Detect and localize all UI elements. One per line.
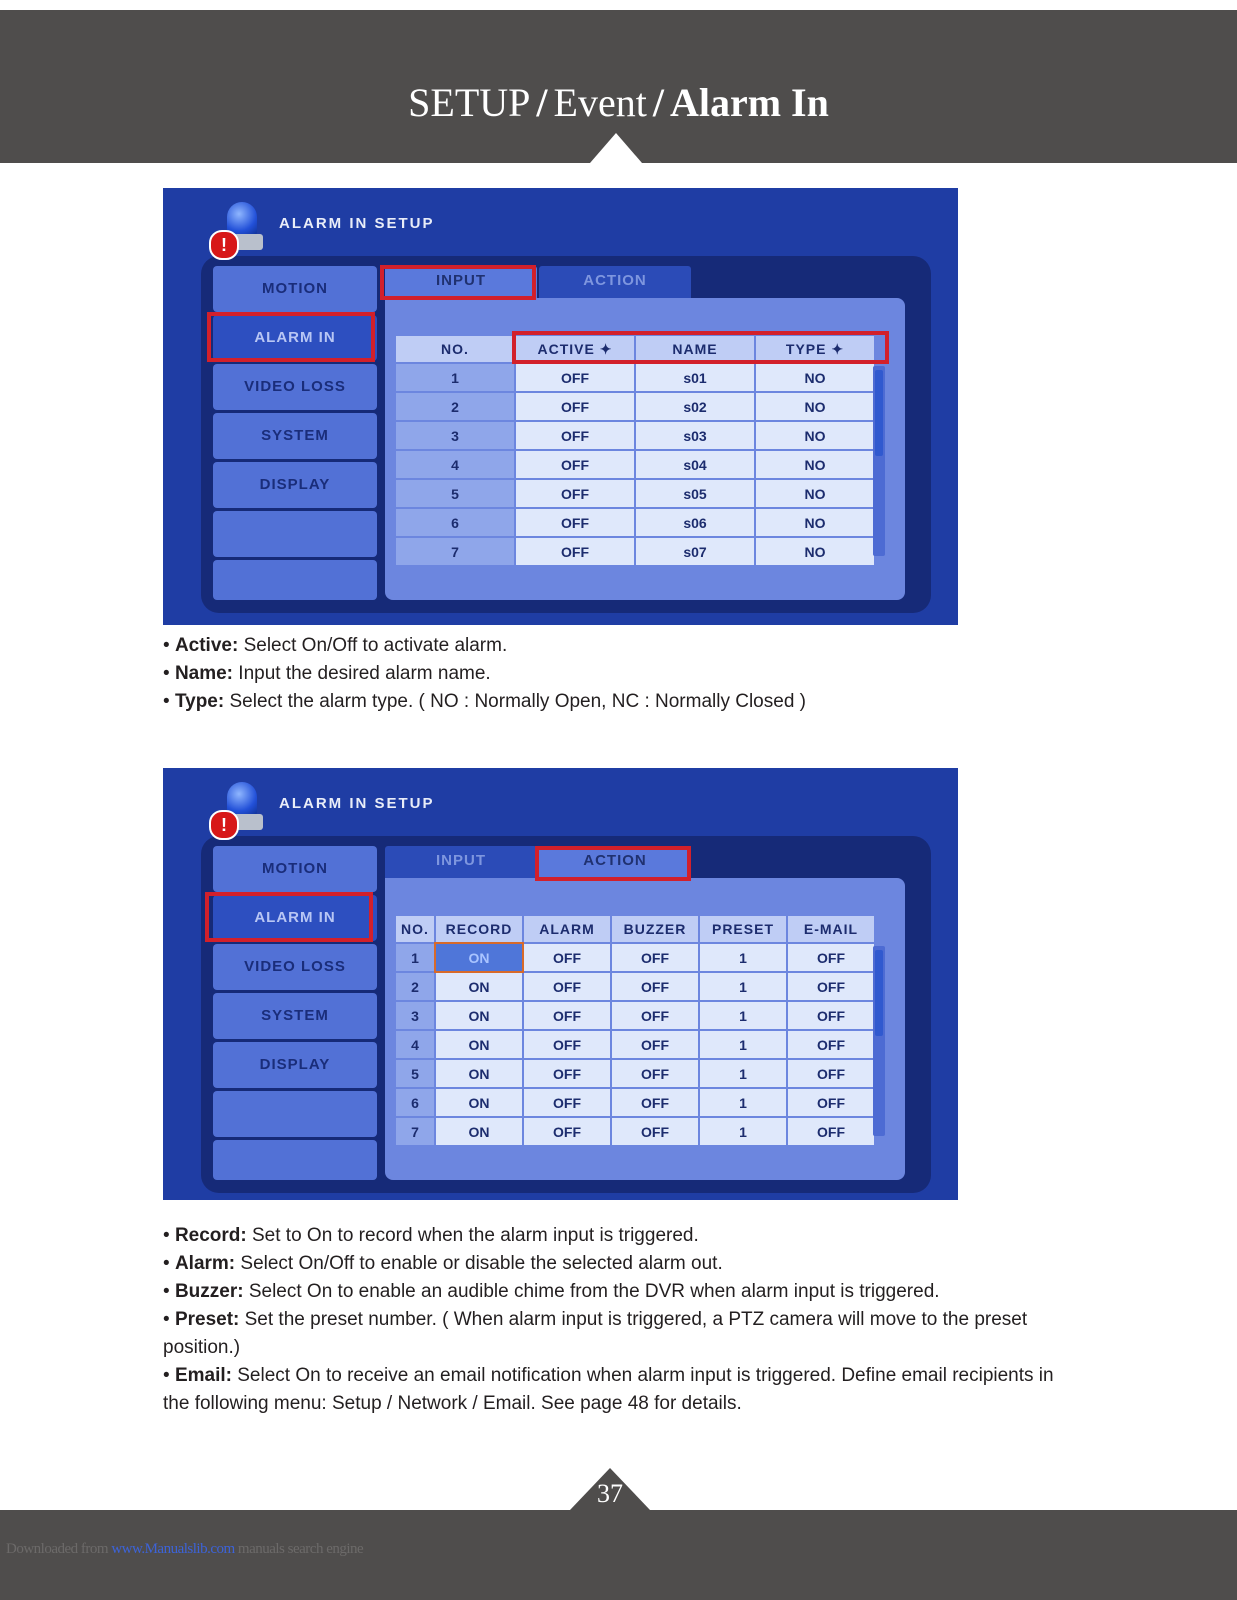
cell-active[interactable]: OFF [516,538,634,565]
cell-type[interactable]: NO [756,538,874,565]
column-header-type[interactable]: TYPE ✦ [756,336,874,362]
menu-item-alarm-in[interactable]: ALARM IN [213,315,377,361]
cell-alarm[interactable]: OFF [524,944,610,971]
cell-alarm[interactable]: OFF [524,1031,610,1058]
cell-no: 2 [396,973,434,1000]
bullet-text: Select On to enable an audible chime from the DVR when alarm input is triggered. [243,1281,940,1302]
column-header-alarm: ALARM [524,916,610,942]
scrollbar-thumb[interactable] [875,950,883,1036]
cell-active[interactable]: OFF [516,364,634,391]
cell-alarm[interactable]: OFF [524,1089,610,1116]
cell-alarm[interactable]: OFF [524,973,610,1000]
bullet-item: • Preset: Set the preset number. ( When alarm input is triggered, a PTZ camera will move to the preset position.) [163,1309,1028,1358]
table-row [396,1089,874,1116]
cell-active[interactable]: OFF [516,480,634,507]
table-row [396,480,874,507]
cell-email[interactable]: OFF [788,1060,874,1087]
cell-buzzer[interactable]: OFF [612,1002,698,1029]
bullet-term: Preset: [174,1309,240,1330]
menu-item-empty [213,560,377,600]
cell-name[interactable]: s01 [636,364,754,391]
menu-item-video-loss[interactable]: VIDEO LOSS [213,944,377,990]
siren-icon: ! [223,202,263,258]
menu-item-system[interactable]: SYSTEM [213,993,377,1039]
cell-name[interactable]: s06 [636,509,754,536]
alarm-in-input-screenshot [163,188,958,625]
cell-record-selected[interactable]: ON [436,944,522,971]
column-header-active[interactable]: ACTIVE ✦ [516,336,634,362]
cell-no: 7 [396,538,514,565]
cell-record[interactable]: ON [436,1089,522,1116]
bullet-text: Select On/Off to enable or disable the selected alarm out. [235,1253,723,1274]
cell-alarm[interactable]: OFF [524,1118,610,1145]
screen-title: ALARM IN SETUP [279,795,435,812]
page-title [0,78,1237,128]
cell-email[interactable]: OFF [788,973,874,1000]
cell-name[interactable]: s04 [636,451,754,478]
bullet-text: Select On/Off to activate alarm. [238,635,508,656]
cell-no: 3 [396,422,514,449]
cell-no: 4 [396,451,514,478]
cell-no: 3 [396,1002,434,1029]
highlight-alarm-in-menu [207,312,375,362]
table-row [396,393,874,420]
cell-email[interactable]: OFF [788,1089,874,1116]
cell-type[interactable]: NO [756,451,874,478]
bullet-text: Set to On to record when the alarm input is triggered. [246,1225,699,1246]
bullet-item: • Name: Input the desired alarm name. [163,663,491,684]
cell-email[interactable]: OFF [788,944,874,971]
table-row [396,944,874,971]
table-row [396,1118,874,1145]
manualslib-link[interactable]: www.Manualslib.com [111,1541,235,1557]
bullet-term: Alarm: [174,1253,236,1274]
siren-icon: ! [223,782,263,838]
alarm-input-table [394,334,876,567]
table-row [396,538,874,565]
alarm-in-action-screenshot [163,768,958,1200]
bullet-term: Type: [174,691,225,712]
column-header-no: NO. [396,916,434,942]
bullet-term: Name: [174,663,234,684]
header-notch [590,133,642,163]
cell-type[interactable]: NO [756,509,874,536]
cell-type[interactable]: NO [756,422,874,449]
cell-email[interactable]: OFF [788,1031,874,1058]
cell-buzzer[interactable]: OFF [612,973,698,1000]
menu-item-motion[interactable]: MOTION [213,266,377,312]
cell-record[interactable]: ON [436,973,522,1000]
scrollbar-thumb[interactable] [875,370,883,456]
tab-input[interactable]: INPUT [385,846,537,878]
cell-active[interactable]: OFF [516,509,634,536]
title-separator: / [536,80,548,125]
cell-alarm[interactable]: OFF [524,1002,610,1029]
cell-type[interactable]: NO [756,364,874,391]
cell-active[interactable]: OFF [516,422,634,449]
menu-item-motion[interactable]: MOTION [213,846,377,892]
cell-record[interactable]: ON [436,1031,522,1058]
bullet-text: Input the desired alarm name. [233,663,491,684]
cell-buzzer[interactable]: OFF [612,1118,698,1145]
cell-record[interactable]: ON [436,1060,522,1087]
column-header-buzzer: BUZZER [612,916,698,942]
menu-item-empty [213,511,377,557]
column-header-email: E-MAIL [788,916,874,942]
column-header-preset: PRESET [700,916,786,942]
cell-record[interactable]: ON [436,1118,522,1145]
download-notice [6,1541,363,1558]
bullet-item: • Type: Select the alarm type. ( NO : Normally Open, NC : Normally Closed ) [163,691,806,712]
highlight-input-tab [380,265,536,300]
cell-no: 4 [396,1031,434,1058]
menu-item-display[interactable]: DISPLAY [213,462,377,508]
cell-alarm[interactable]: OFF [524,1060,610,1087]
cell-record[interactable]: ON [436,1002,522,1029]
cell-preset[interactable]: 1 [700,1118,786,1145]
column-header-no: NO. [396,336,514,362]
menu-item-alarm-in[interactable]: ALARM IN [213,895,377,941]
title-separator: / [652,80,664,125]
cell-email[interactable]: OFF [788,1118,874,1145]
title-event: Event [553,80,647,125]
cell-name[interactable]: s02 [636,393,754,420]
highlight-columns [512,331,889,364]
cell-no: 7 [396,1118,434,1145]
bullet-item: • Active: Select On/Off to activate alarm. [163,635,508,656]
cell-no: 5 [396,1060,434,1087]
cell-active[interactable]: OFF [516,451,634,478]
cell-preset[interactable]: 1 [700,973,786,1000]
table-scrollbar[interactable] [873,946,885,1136]
menu-item-display[interactable]: DISPLAY [213,1042,377,1088]
menu-item-video-loss[interactable]: VIDEO LOSS [213,364,377,410]
cell-preset[interactable]: 1 [700,1002,786,1029]
cell-preset[interactable]: 1 [700,1031,786,1058]
cell-preset[interactable]: 1 [700,1089,786,1116]
cell-type[interactable]: NO [756,480,874,507]
cell-name[interactable]: s07 [636,538,754,565]
table-row [396,1060,874,1087]
tab-action[interactable]: ACTION [539,266,691,298]
bullet-term: Active: [174,635,239,656]
bullet-text: Set the preset number. ( When alarm input is triggered, a PTZ camera will move to the preset position.) [163,1309,1028,1358]
cell-name[interactable]: s03 [636,422,754,449]
table-row [396,422,874,449]
tab-action[interactable]: ACTION [539,846,691,878]
table-row [396,451,874,478]
cell-no: 5 [396,480,514,507]
menu-item-empty [213,1140,377,1180]
column-header-record: RECORD [436,916,522,942]
table-row [396,509,874,536]
bullet-item: • Buzzer: Select On to enable an audible chime from the DVR when alarm input is triggered. [163,1281,940,1302]
bullet-term: Buzzer: [174,1281,244,1302]
menu-item-system[interactable]: SYSTEM [213,413,377,459]
action-field-descriptions [163,1222,1063,1418]
cell-no: 1 [396,364,514,391]
highlight-action-tab [535,846,691,881]
cell-type[interactable]: NO [756,393,874,420]
bullet-item: • Alarm: Select On/Off to enable or disable the selected alarm out. [163,1253,723,1274]
column-header-name: NAME [636,336,754,362]
tab-input[interactable]: INPUT [385,266,537,298]
bullet-term: Email: [174,1365,232,1386]
cell-no: 6 [396,509,514,536]
cell-preset[interactable]: 1 [700,944,786,971]
highlight-alarm-in-menu [205,892,373,942]
bullet-text: Select the alarm type. ( NO : Normally Open, NC : Normally Closed ) [224,691,806,712]
table-row [396,1002,874,1029]
screen-title: ALARM IN SETUP [279,215,435,232]
cell-no: 1 [396,944,434,971]
title-alarm-in: Alarm In [669,80,829,125]
title-setup: SETUP [408,80,531,125]
input-field-descriptions [163,632,1063,716]
bullet-text: Select On to receive an email notification when alarm input is triggered. Define email recipients in the following menu: Setup / Network / Email. See page 48 for details. [163,1365,1054,1414]
cell-buzzer[interactable]: OFF [612,1060,698,1087]
table-row [396,364,874,391]
bullet-item: • Email: Select On to receive an email notification when alarm input is triggered. Define email recipients in the following menu: Setup / Network / Email. See page 48 for details. [163,1365,1054,1414]
cell-buzzer[interactable]: OFF [612,944,698,971]
menu-item-empty [213,1091,377,1137]
cell-buzzer[interactable]: OFF [612,1089,698,1116]
bullet-item: • Record: Set to On to record when the alarm input is triggered. [163,1225,699,1246]
download-prefix: Downloaded from [6,1541,112,1557]
cell-name[interactable]: s05 [636,480,754,507]
cell-email[interactable]: OFF [788,1002,874,1029]
page-number: 37 [597,1479,623,1508]
alarm-action-table [394,914,876,1147]
table-row [396,1031,874,1058]
download-suffix: manuals search engine [234,1541,364,1557]
table-scrollbar[interactable] [873,366,885,556]
cell-preset[interactable]: 1 [700,1060,786,1087]
cell-active[interactable]: OFF [516,393,634,420]
bullet-term: Record: [174,1225,247,1246]
cell-no: 6 [396,1089,434,1116]
cell-no: 2 [396,393,514,420]
table-row [396,973,874,1000]
cell-buzzer[interactable]: OFF [612,1031,698,1058]
